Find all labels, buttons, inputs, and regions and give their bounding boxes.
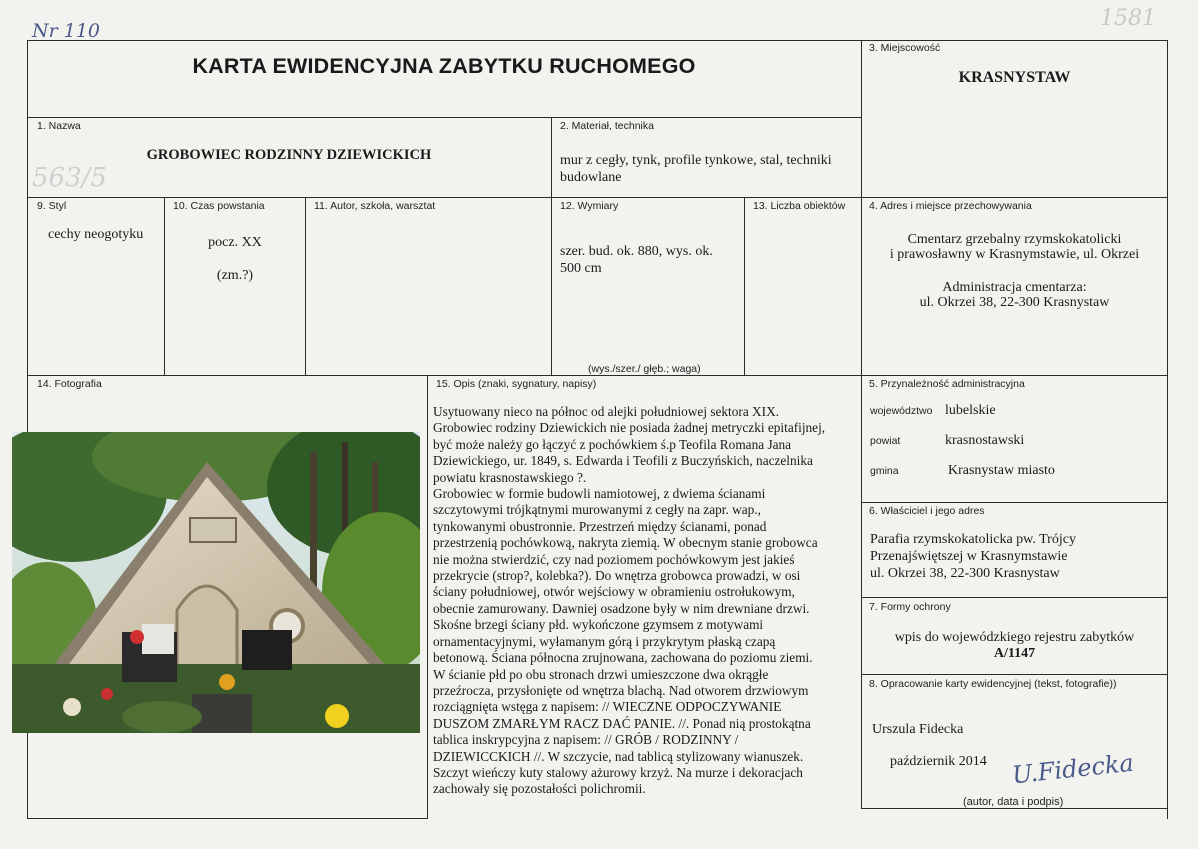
rule-f1-f2 (551, 117, 552, 375)
description-line: Usytuowany nieco na północ od alejki południowej sektora XIX. (433, 404, 780, 419)
f9-value: cechy neogotyku (48, 227, 144, 242)
rule-bottom-right (861, 808, 1167, 809)
description-line: zachowały się pozostałości polichromii. (433, 781, 646, 797)
f1-label: 1. Nazwa (37, 120, 81, 132)
f14-label: 14. Fotografia (37, 378, 102, 390)
author-name: Urszula Fidecka (872, 722, 964, 737)
f8-label: 8. Opracowanie karty ewidencyjnej (tekst, fotografie)) (869, 678, 1117, 690)
rule-title-bottom (27, 117, 861, 118)
description-line: przekrycie (strop?, kolebka?). Do wnętrza grobowca prowadzi, w osi (433, 568, 801, 584)
f6-label: 6. Właściciel i jego adres (869, 505, 985, 517)
rule-f5-f6 (861, 502, 1167, 503)
description-line: tynkowanymi obustronnie. Przestrzeń między ścianami, ponad (433, 518, 767, 534)
f3-label: 3. Miejscowość (869, 42, 941, 54)
description-line: obecnie zamurowany. Dawniej osadzone były w nim drewniane drzwi. (433, 600, 810, 616)
rule-row2 (27, 197, 1168, 198)
owner-line2: Przenajświętszej w Krasnymstawie (870, 549, 1068, 564)
rule-top (27, 40, 1168, 41)
commune-value: Krasnystaw miasto (948, 463, 1055, 478)
rule-row3 (27, 375, 1168, 376)
side-mark: 563/5 (32, 163, 107, 193)
description-line: DZIEWICCKICH //. W szczycie, nad tablicą stylizowany wianuszek. (433, 748, 804, 764)
f2-value: mur z cegły, tynk, profile tynkowe, stal, techniki budowlane (560, 153, 832, 185)
prepared-date: październik 2014 (890, 754, 987, 769)
description-line: szczytowymi trójkątnymi murowanymi z cegły na zapr. wap., (433, 502, 761, 518)
description-line: DUSZOM ZMARŁYM RACZ DAĆ PANIE. //. Ponad nią prostokątna (433, 715, 811, 731)
description-line: betonową. Ściana północna zrujnowana, zachowana do poziomu ziemi. (433, 650, 813, 666)
description-line: W ścianie płd po obu stronach drzwi umieszczone dwa okrągłe (433, 666, 769, 682)
description-text (433, 404, 858, 798)
rule-main-divider (861, 40, 862, 809)
rule-f9-f10 (164, 197, 165, 375)
f9-label: 9. Styl (37, 200, 67, 212)
rule-f7-f8 (861, 674, 1167, 675)
f7-label: 7. Formy ochrony (869, 601, 951, 613)
description-line: być może należy go łączyć z pochówkiem ś.p Teofila Romana Jana (433, 436, 792, 452)
f10-label: 10. Czas powstania (173, 200, 265, 212)
card-title: KARTA EWIDENCYJNA ZABYTKU RUCHOMEGO (192, 54, 696, 78)
f15-label: 15. Opis (znaki, sygnatury, napisy) (436, 378, 597, 390)
owner-line3: ul. Okrzei 38, 22-300 Krasnystaw (870, 566, 1060, 581)
voivodeship-value: lubelskie (945, 403, 996, 418)
county-label: powiat (870, 435, 901, 447)
description-line: tablica inskrypcyjna z napisem: // GRÓB / RODZINNY / (433, 732, 739, 748)
owner-line1: Parafia rzymskokatolicka pw. Trójcy (870, 532, 1076, 547)
rule-f10-f11 (305, 197, 306, 375)
protection-line1: wpis do wojewódzkiego rejestru zabytków (894, 630, 1135, 645)
voivodeship-label: województwo (870, 405, 933, 417)
f4-line2: i prawosławny w Krasnymstawie, ul. Okrzei (889, 247, 1140, 262)
inventory-number: Nr 110 (32, 20, 101, 42)
f11-label: 11. Autor, szkoła, warsztat (314, 200, 436, 212)
f10-value: pocz. XX (208, 235, 262, 250)
rule-f14-f15 (427, 375, 428, 819)
rule-right (1167, 40, 1168, 819)
f2-label: 2. Materiał, technika (560, 120, 654, 132)
registry-number: A/1147 (993, 646, 1036, 661)
f4-line3: Administracja cmentarza: (942, 280, 1087, 295)
corner-mark: 1581 (1100, 6, 1156, 31)
description-line: ornamentacyjnymi, wyłamanym górą i przykrytym płaską czapą (433, 633, 776, 649)
f12-value: szer. bud. ok. 880, wys. ok. 500 cm (560, 244, 713, 276)
f1-value: GROBOWIEC RODZINNY DZIEWICKICH (146, 147, 432, 163)
signature-caption: (autor, data i podpis) (963, 796, 1064, 808)
f5-label: 5. Przynależność administracyjna (869, 378, 1025, 390)
description-line: Grobowiec rodziny Dziewickich nie posiada żadnej metryczki epitafijnej, (433, 420, 826, 436)
description-line: Dziewickiego, ur. 1849, s. Edwarda i Teofili z Buczyńskich, naczelnika (433, 453, 813, 469)
description-line: Skośne brzegi ściany płd. wykończone gzymsem z motywami (433, 617, 764, 633)
rule-bottom-left (27, 818, 428, 819)
f12-label: 12. Wymiary (560, 200, 619, 212)
description-line: Szczyt wieńczy kuty stalowy ażurowy krzyż. Na murze i dekoracjach (433, 764, 803, 780)
commune-label: gmina (870, 465, 899, 477)
rule-f12-f13 (744, 197, 745, 375)
f4-line4: ul. Okrzei 38, 22-300 Krasnystaw (919, 295, 1110, 310)
description-line: rozciągnięta wstęga z napisem: // WIECZNE ODPOCZYWANIE (433, 699, 782, 715)
f10-value-note: (zm.?) (216, 268, 254, 283)
county-value: krasnostawski (945, 433, 1025, 448)
f13-label: 13. Liczba obiektów (753, 200, 846, 212)
tomb-photograph (12, 432, 420, 733)
description-line: powiatu krasnostawskiego ?. (433, 469, 587, 485)
f4-line1: Cmentarz grzebalny rzymskokatolicki (907, 232, 1122, 247)
rule-f6-f7 (861, 597, 1167, 598)
description-line: przeźrocza, przysłonięte od wnętrza blachą. Nad otworem drzwiowym (433, 682, 809, 698)
description-line: Grobowiec w formie budowli namiotowej, z dwiema ścianami (433, 486, 766, 502)
description-line: przestrzenią pochówkową, nakryta ziemią. W obecnym stanie grobowca (433, 535, 818, 551)
f3-value: KRASNYSTAW (958, 69, 1071, 86)
f12-hint: (wys./szer./ głęb.; waga) (588, 363, 701, 375)
f4-label: 4. Adres i miejsce przechowywania (869, 200, 1032, 212)
signature: U.Fidecka (1010, 748, 1135, 790)
description-line: ściany południowej, otwór wejściowy w obramieniu ostrołukowym, (433, 584, 795, 600)
description-line: nie można stwierdzić, czy nad poziomem pochówkowym jest jakieś (433, 551, 795, 567)
